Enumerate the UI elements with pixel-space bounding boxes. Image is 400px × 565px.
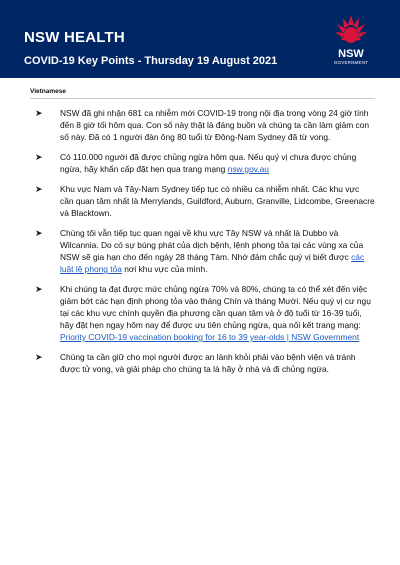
logo-government-text: GOVERNMENT (333, 60, 369, 65)
page-header (0, 0, 400, 78)
list-item (30, 183, 375, 219)
point-text: Chúng tôi vẫn tiếp tục quan ngại về khu vực Tây NSW và nhất là Dubbo và Wilcannia. Do có sự bùng phát của dịch bệnh, lệnh phong tỏa tại các vùng xa của NSW sẽ gia hạn cho đến ngày 28 tháng Tám. Nhớ đảm chắc quý vị biết được các luật lệ phong tỏa nơi khu vực của mình. (60, 228, 365, 274)
waratah-icon (331, 13, 371, 47)
nsw-government-logo (326, 13, 376, 73)
arrow-bullet-icon: ➤ (35, 108, 43, 118)
point-text: Có 110.000 người đã được chủng ngừa hôm qua. Nếu quý vị chưa được chủng ngừa, hãy khẩn cấp đặt hẹn qua trang mạng nsw.gov.au (60, 152, 357, 174)
point-text: Chúng ta cần giữ cho mọi người được an lành khỏi phải vào bệnh viện và tránh được tử vong, và giải pháp cho chúng ta là hãy ở nhà và đi chủng ngừa. (60, 352, 356, 374)
list-item (30, 107, 375, 143)
list-item (30, 227, 375, 275)
language-label: Vietnamese (30, 88, 67, 95)
point-text: Khi chúng ta đạt được mức chủng ngừa 70% và 80%, chúng ta có thể xét đến việc giảm bớt các hạn định phong tỏa vào tháng Chín và tháng Mười. Nếu quý vị cư ngụ tại các khu vực chính quyền địa phương cần quan tâm và ở độ tuổi từ 16-39 tuổi, hãy đặt hẹn ngay hôm nay để được ưu tiên chủng ngừa, qua nối kết trang mạng: Priority COVID-19 vaccination booking for 16 to 39 year-olds | NSW Government (60, 284, 371, 342)
priority-vaccination-booking-link[interactable]: Priority COVID-19 vaccination booking for 16 to 39 year-olds | NSW Government (60, 332, 360, 342)
arrow-bullet-icon: ➤ (35, 184, 43, 194)
arrow-bullet-icon: ➤ (35, 352, 43, 362)
list-item (30, 351, 375, 375)
list-item (30, 283, 375, 343)
header-title: NSW HEALTH (24, 29, 125, 46)
arrow-bullet-icon: ➤ (35, 152, 43, 162)
list-item (30, 151, 375, 175)
logo-nsw-text: NSW (338, 48, 364, 60)
key-points-list (30, 107, 375, 383)
point-text: Khu vực Nam và Tây-Nam Sydney tiếp tục có nhiều ca nhiễm nhất. Các khu vực cần quan tâm nhất là Merrylands, Guildford, Auburn, Granville, Lidcombe, Greenacre và Blacktown. (60, 184, 375, 218)
divider (30, 98, 375, 99)
header-subtitle: COVID-19 Key Points - Thursday 19 August 2021 (24, 55, 278, 67)
arrow-bullet-icon: ➤ (35, 228, 43, 238)
arrow-bullet-icon: ➤ (35, 284, 43, 294)
point-text: NSW đã ghi nhận 681 ca nhiễm mới COVID-19 trong nội địa trong vòng 24 giờ tính đến 8 giờ tối hôm qua. Con số này thật là đáng buồn và chúng ta cần làm giảm con số này. Đã có 1 người đàn ông 80 tuổi từ Đông-Nam Sydney đã từ vong. (60, 108, 370, 142)
lockdown-rules-link[interactable]: các luật lệ phong tỏa (60, 252, 365, 274)
nsw-gov-link[interactable]: nsw.gov.au (227, 164, 269, 174)
